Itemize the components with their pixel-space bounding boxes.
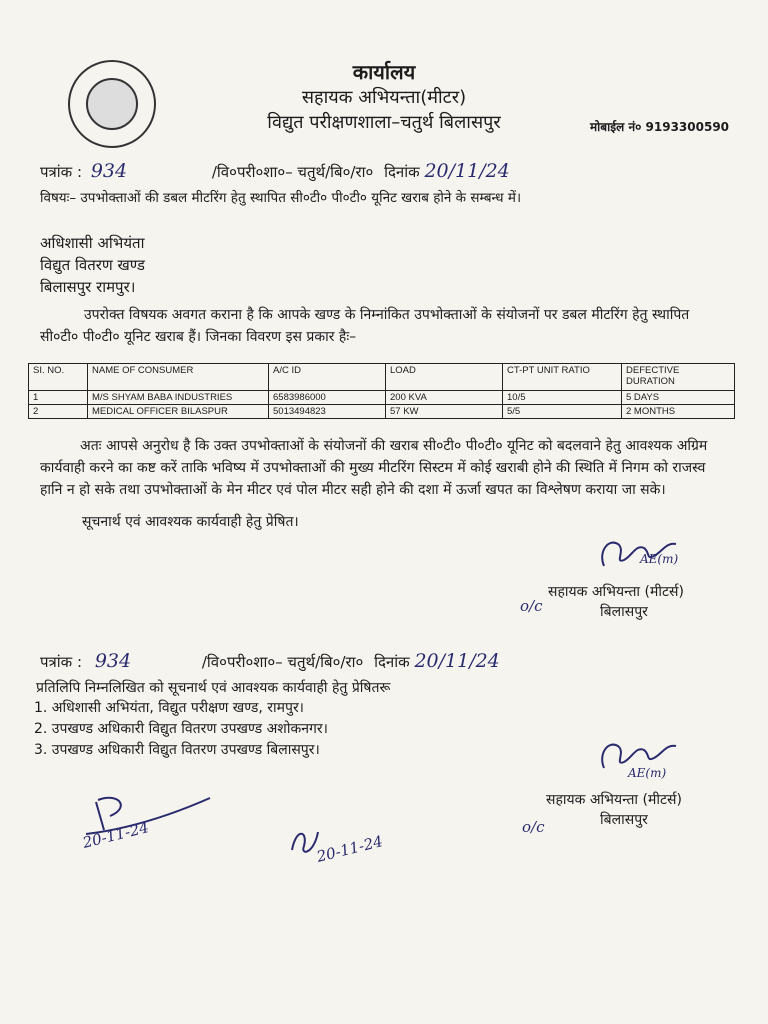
cell-ratio: 10/5: [503, 391, 622, 405]
copy-list: [34, 698, 328, 761]
addressee-line: बिलासपुर रामपुर।: [40, 278, 136, 296]
cell-sno: 2: [29, 405, 88, 419]
forwarding-note: सूचनार्थ एवं आवश्यक कार्यवाही हेतु प्रेषित।: [82, 514, 299, 530]
cell-name: MEDICAL OFFICER BILASPUR: [88, 405, 269, 419]
col-header-load: LOAD: [386, 364, 503, 391]
signatory-place: बिलासपुर: [600, 604, 648, 620]
col-header-sno: SI. NO.: [29, 364, 88, 391]
oc-mark: o/c: [522, 818, 545, 836]
cell-ratio: 5/5: [503, 405, 622, 419]
signatory-title: सहायक अभियन्ता (मीटर्स): [546, 792, 682, 808]
signatory-title: सहायक अभियन्ता (मीटर्स): [548, 584, 684, 600]
reference-line: [40, 160, 510, 182]
reference-label: पत्रांक :: [40, 163, 83, 181]
signature-initials: AE(m): [640, 552, 679, 566]
reference-number: 934: [94, 650, 132, 672]
date-label: दिनांक: [374, 653, 410, 671]
list-item: 1. अधिशासी अभियंता, विद्युत परीक्षण खण्ड, रामपुर।: [34, 700, 304, 716]
signatory-place: बिलासपुर: [600, 812, 648, 828]
addressee-line: अधिशासी अभियंता: [40, 234, 145, 252]
office-heading: कार्यालय: [352, 60, 416, 84]
consumer-table: [28, 363, 735, 419]
signature-initials: AE(m): [628, 766, 667, 780]
reference-path: /वि०परी०शा०– चतुर्थ/बि०/रा०: [211, 163, 374, 181]
cell-sno: 1: [29, 391, 88, 405]
reference-label: पत्रांक :: [40, 653, 83, 671]
list-item: 3. उपखण्ड अधिकारी विद्युत वितरण उपखण्ड बिलासपुर।: [34, 742, 320, 758]
cell-ac-id: 5013494823: [269, 405, 386, 419]
intro-paragraph: उपरोक्त विषयक अवगत कराना है कि आपके खण्ड के निम्नांकित उपभोक्ताओं के संयोजनों पर डबल मीटरिंग हेतु स्थापित सी०टी० पी०टी० यूनिट खराब हैं। जिनका विवरण इस प्रकार हैः–: [40, 307, 690, 345]
col-header-ac-id: A/C ID: [269, 364, 386, 391]
col-header-duration: DEFECTIVE DURATION: [622, 364, 735, 391]
lab-heading: विद्युत परीक्षणशाला–चतुर्थ बिलासपुर: [267, 112, 501, 133]
oc-mark: o/c: [520, 597, 543, 615]
table-header-row: [29, 364, 735, 391]
request-paragraph: अतः आपसे अनुरोध है कि उक्त उपभोक्ताओं के संयोजनों की खराब सी०टी० पी०टी० यूनिट को बदलवाने हेतु आवश्यक अग्रिम कार्यवाही करने का कष्ट करें ताकि भविष्य में उपभोक्ताओं की मुख्य मीटरिंग सिस्टम में कोई खराबी होने की स्थिति में निगम को राजस्व हानि न हो सके तथा उपभोक्ताओं के मेन मीटर एवं पोल मीटर सही होने की दशा में ऊर्जा खपत का विश्लेषण कराया जा सके।: [40, 438, 708, 498]
cell-load: 200 KVA: [386, 391, 503, 405]
receipt-date: 20-11-24: [314, 832, 385, 866]
cell-duration: 2 MONTHS: [622, 405, 735, 419]
table-row: [29, 405, 735, 419]
reference-path: /वि०परी०शा०– चतुर्थ/बि०/रा०: [201, 653, 364, 671]
reference-date: 20/11/24: [424, 160, 510, 182]
list-item: 2. उपखण्ड अधिकारी विद्युत वितरण उपखण्ड अशोकनगर।: [34, 721, 328, 737]
col-header-ratio: CT-PT UNIT RATIO: [503, 364, 622, 391]
designation-heading: सहायक अभियन्ता(मीटर): [301, 87, 467, 108]
date-label: दिनांक: [384, 163, 420, 181]
cell-name: M/S SHYAM BABA INDUSTRIES: [88, 391, 269, 405]
col-header-name: NAME OF CONSUMER: [88, 364, 269, 391]
mobile-number: मोबाईल नं० 9193300590: [590, 120, 730, 134]
table-row: [29, 391, 735, 405]
cell-ac-id: 6583986000: [269, 391, 386, 405]
cell-duration: 5 DAYS: [622, 391, 735, 405]
cell-load: 57 KW: [386, 405, 503, 419]
receipt-date: 20-11-24: [80, 818, 151, 852]
subject-line: विषयः– उपभोक्ताओं की डबल मीटरिंग हेतु स्थापित सी०टी० पी०टी० यूनिट खराब होने के सम्बन्ध में।: [40, 190, 522, 206]
copy-intro: प्रतिलिपि निम्नलिखित को सूचनार्थ एवं आवश्यक कार्यवाही हेतु प्रेषितरू: [36, 680, 391, 696]
addressee-line: विद्युत वितरण खण्ड: [40, 256, 145, 274]
addressee-block: [40, 232, 145, 298]
copy-reference-line: [40, 650, 500, 672]
reference-number: 934: [90, 160, 128, 182]
reference-date: 20/11/24: [414, 650, 500, 672]
